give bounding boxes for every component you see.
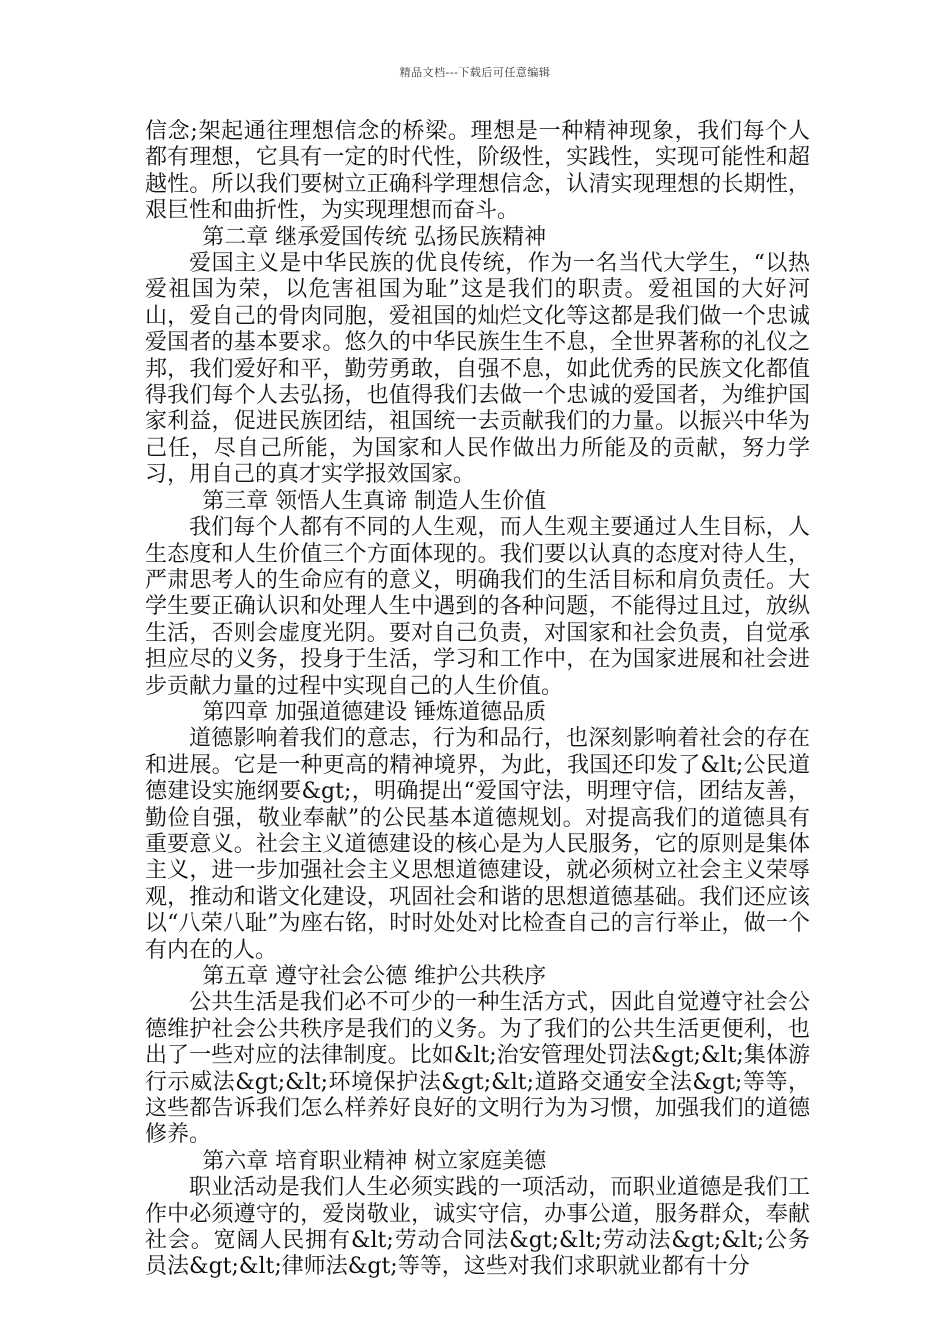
document-body <box>145 119 810 1281</box>
paragraph-intro: 信念;架起通往理想信念的桥梁。理想是一种精神现象，我们每个人都有理想，它具有一定的时代性，阶级性，实践性，实现可能性和超越性。所以我们要树立正确科学理想信念，认清实现理想的长期性，艰巨性和曲折性，为实现理想而奋斗。 <box>145 119 810 224</box>
chapter-2-paragraph: 爱国主义是中华民族的优良传统，作为一名当代大学生，“以热爱祖国为荣，以危害祖国为耻”这是我们的职责。爱祖国的大好河山，爱自己的骨肉同胞，爱祖国的灿烂文化等这都是我们做一个忠诚爱国者的基本要求。悠久的中华民族生生不息，全世界著称的礼仪之邦，我们爱好和平，勤劳勇敢，自强不息，如此优秀的民族文化都值得我们每个人去弘扬，也值得我们去做一个忠诚的爱国者，为维护国家利益，促进民族团结，祖国统一去贡献我们的力量。以振兴中华为己任，尽自己所能，为国家和人民作做出力所能及的贡献，努力学习，用自己的真才实学报效国家。 <box>145 251 810 488</box>
chapter-5-heading: 第五章 遵守社会公德 维护公共秩序 <box>202 964 547 989</box>
chapter-4-paragraph: 道德影响着我们的意志，行为和品行，也深刻影响着社会的存在和进展。它是一种更高的精神境界，为此，我国还印发了&lt;公民道德建设实施纲要&gt;，明确提出“爱国守法，明理守信，团结友善，勤俭自强，敬业奉献”的公民基本道德规划。对提高我们的道德具有重要意义。社会主义道德建设的核心是为人民服务，它的原则是集体主义，进一步加强社会主义思想道德建设，就必须树立社会主义荣辱观，推动和谐文化建设，巩固社会和谐的思想道德基础。我们还应该以“八荣八耻”为座右铭，时时处处对比检查自己的言行举止，做一个有内在的人。 <box>145 726 810 963</box>
chapter-3-heading: 第三章 领悟人生真谛 制造人生价值 <box>202 488 547 514</box>
chapter-5-paragraph: 公共生活是我们必不可少的一种生活方式，因此自觉遵守社会公德维护社会公共秩序是我们的义务。为了我们的公共生活更便利，也出了一些对应的法律制度。比如&lt;治安管理处罚法&gt;&lt;集体游行示威法&gt;&lt;环境保护法&gt;&lt;道路交通安全法&gt;等等，这些都告诉我们怎么样养好良好的文明行为为习惯，加强我们的道德修养。 <box>145 990 810 1148</box>
chapter-4-heading: 第四章 加强道德建设 锤炼道德品质 <box>202 699 547 725</box>
page-header: 精品文档---下载后可任意编辑 <box>399 66 551 79</box>
chapter-6-heading: 第六章 培育职业精神 树立家庭美德 <box>202 1148 547 1174</box>
chapter-3-paragraph: 我们每个人都有不同的人生观，而人生观主要通过人生目标，人生态度和人生价值三个方面体现的。我们要以认真的态度对待人生，严肃思考人的生命应有的意义，明确我们的生活目标和肩负责任。大学生要正确认识和处理人生中遇到的各种问题，不能得过且过，放纵生活，否则会虚度光阴。要对自己负责，对国家和社会负责，自觉承担应尽的义务，投身于生活，学习和工作中，在为国家进展和社会进步贡献力量的过程中实现自己的人生价值。 <box>145 515 810 699</box>
chapter-2-heading: 第二章 继承爱国传统 弘扬民族精神 <box>202 224 547 250</box>
chapter-6-paragraph: 职业活动是我们人生必须实践的一项活动，而职业道德是我们工作中必须遵守的，爱岗敬业，诚实守信，办事公道，服务群众，奉献社会。宽阔人民拥有&lt;劳动合同法&gt;&lt;劳动法&gt;&lt;公务员法&gt;&lt;律师法&gt;等等，这些对我们求职就业都有十分 <box>145 1175 810 1280</box>
